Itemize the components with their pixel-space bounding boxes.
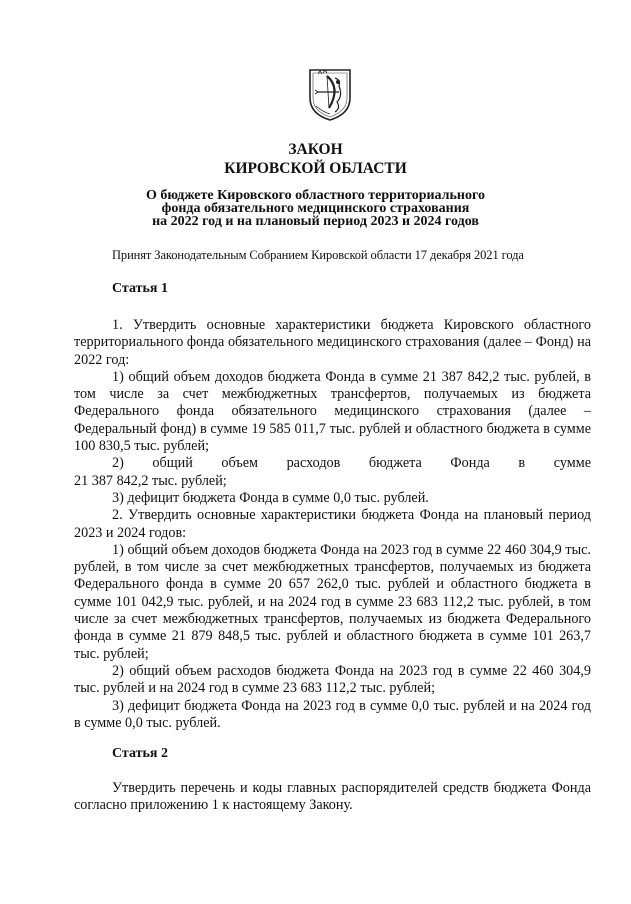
paragraph: 21 387 842,2 тыс. рублей; [74, 472, 227, 489]
paragraph: 1) общий объем доходов бюджета Фонда в сумме 21 387 842,2 тыс. рублей, в том числе за счет межбюджетных трансфертов, получаемых из бюджета Федерального фонда обязательного медицинского страхования (далее – Федеральный фонд) в сумме 19 585 011,7 тыс. рублей и областного бюджета в сумме 100 830,5 тыс. рублей; [74, 368, 591, 455]
article-2-body [74, 780, 591, 815]
paragraph: 1. Утвердить основные характеристики бюджета Кировского областного территориального фонда обязательного медицинского страхования (далее – Фонд) на 2022 год: [74, 317, 591, 368]
kirov-region-coat-of-arms-icon [307, 68, 353, 122]
paragraph: 1) общий объем доходов бюджета Фонда на 2023 год в сумме 22 460 304,9 тыс. рублей, в том числе за счет межбюджетных трансфертов, получаемых из бюджета Федерального фонда в сумме 20 657 262,0 тыс. рублей и областного бюджета в сумме 101 042,9 тыс. рублей, и на 2024 год в сумме 23 683 112,2 тыс. рублей, в том числе за счет межбюджетных трансфертов, получаемых из бюджета Федерального фонда в сумме 21 879 848,5 тыс. рублей и областного бюджета в сумме 101 263,7 тыс. рублей; [74, 541, 591, 662]
paragraph: 2) общий объем расходов бюджета Фонда в сумме [112, 455, 591, 472]
law-subtitle-line-1: О бюджете Кировского областного территориального [145, 188, 486, 203]
law-subtitle-line-2: фонда обязательного медицинского страхования [161, 201, 470, 216]
paragraph: Утвердить перечень и коды главных распорядителей средств бюджета Фонда согласно приложению 1 к настоящему Закону. [74, 780, 591, 814]
region-heading: КИРОВСКОЙ ОБЛАСТИ [224, 160, 407, 177]
article-1-body [74, 317, 591, 732]
paragraph: 3) дефицит бюджета Фонда на 2023 год в сумме 0,0 тыс. рублей и на 2024 год в сумме 0,0 тыс. рублей. [74, 697, 591, 731]
adoption-note: Принят Законодательным Собранием Кировской области 17 декабря 2021 года [112, 248, 524, 262]
paragraph: 3) дефицит бюджета Фонда в сумме 0,0 тыс. рублей. [112, 489, 429, 506]
article-1-heading: Статья 1 [112, 281, 168, 296]
law-subtitle-line-3: на 2022 год и на плановый период 2023 и 2024 годов [152, 214, 479, 229]
paragraph: 2) общий объем расходов бюджета Фонда на 2023 год в сумме 22 460 304,9 тыс. рублей и на 2024 год в сумме 23 683 112,2 тыс. рублей; [74, 662, 591, 697]
paragraph: 2. Утвердить основные характеристики бюджета Фонда на плановый период 2023 и 2024 годов: [74, 507, 591, 541]
article-2-heading: Статья 2 [112, 746, 168, 761]
law-heading: ЗАКОН [288, 141, 343, 158]
